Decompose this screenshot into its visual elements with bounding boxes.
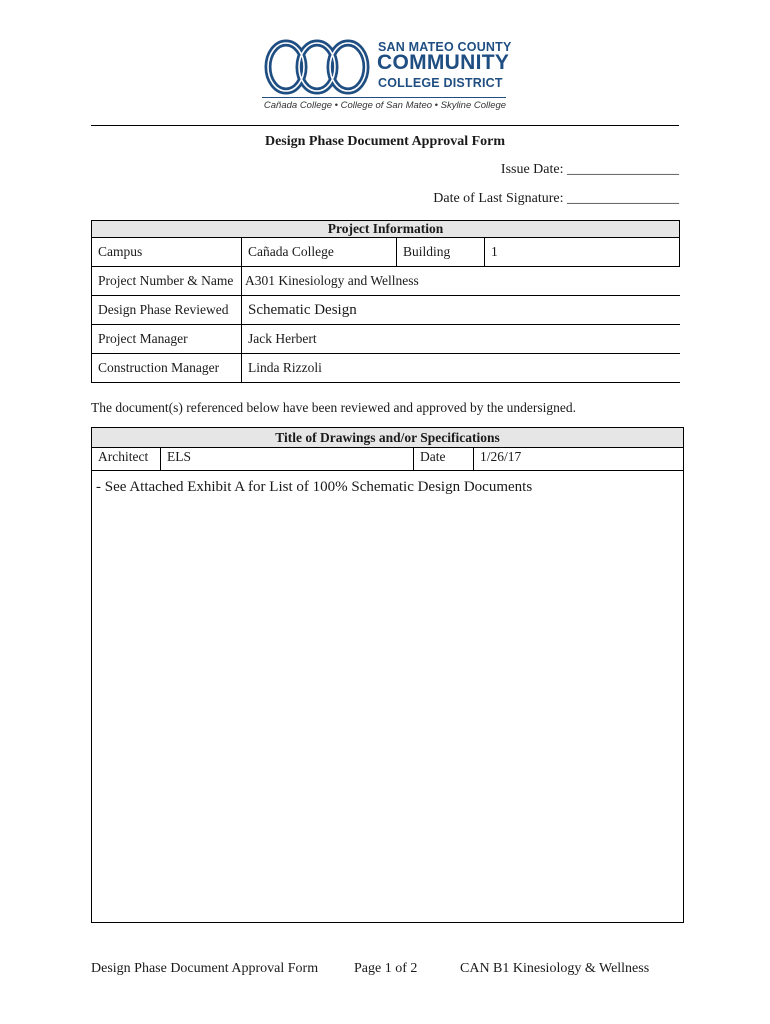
footer-project-ref: CAN B1 Kinesiology & Wellness xyxy=(460,961,650,976)
construction-manager-value[interactable]: Linda Rizzoli xyxy=(242,354,680,383)
date-label: Date xyxy=(414,448,474,471)
drawings-header: Title of Drawings and/or Specifications xyxy=(92,428,684,448)
district-logo-rings-icon xyxy=(262,36,382,98)
building-label: Building xyxy=(397,238,485,267)
review-statement: The document(s) referenced below have been reviewed and approved by the undersigned. xyxy=(91,400,577,415)
project-manager-value[interactable]: Jack Herbert xyxy=(242,325,680,354)
last-signature-date-field[interactable]: Date of Last Signature: ________________ xyxy=(433,191,679,206)
project-information-header: Project Information xyxy=(92,221,680,238)
campus-value[interactable]: Cañada College xyxy=(242,238,397,267)
campus-label: Campus xyxy=(92,238,242,267)
project-information-table xyxy=(91,220,680,383)
architect-value[interactable]: ELS xyxy=(161,448,414,471)
date-value[interactable]: 1/26/17 xyxy=(474,448,684,471)
logo-colleges: Cañada College • College of San Mateo • Skyline College xyxy=(263,100,507,111)
project-number-value[interactable]: A301 Kinesiology and Wellness xyxy=(242,267,680,296)
logo-text-community: COMMUNITY xyxy=(377,51,510,74)
design-phase-label: Design Phase Reviewed xyxy=(92,296,242,325)
header-rule xyxy=(91,125,679,126)
footer-page-number: Page 1 of 2 xyxy=(354,961,418,976)
footer-form-name: Design Phase Document Approval Form xyxy=(91,961,319,976)
logo-text-county: SAN MATEO COUNTY xyxy=(378,40,512,54)
issue-date-field[interactable]: Issue Date: ________________ xyxy=(500,162,679,177)
construction-manager-label: Construction Manager xyxy=(92,354,242,383)
drawings-table xyxy=(91,427,684,923)
design-phase-value[interactable]: Schematic Design xyxy=(242,296,680,325)
project-number-label: Project Number & Name xyxy=(92,267,242,296)
drawings-content-area[interactable]: - See Attached Exhibit A for List of 100% Schematic Design Documents xyxy=(92,471,684,923)
project-manager-label: Project Manager xyxy=(92,325,242,354)
building-value[interactable]: 1 xyxy=(485,238,680,267)
form-title: Design Phase Document Approval Form xyxy=(264,134,506,149)
logo-divider xyxy=(262,97,506,98)
logo-text-district: COLLEGE DISTRICT xyxy=(378,76,503,90)
architect-label: Architect xyxy=(92,448,161,471)
